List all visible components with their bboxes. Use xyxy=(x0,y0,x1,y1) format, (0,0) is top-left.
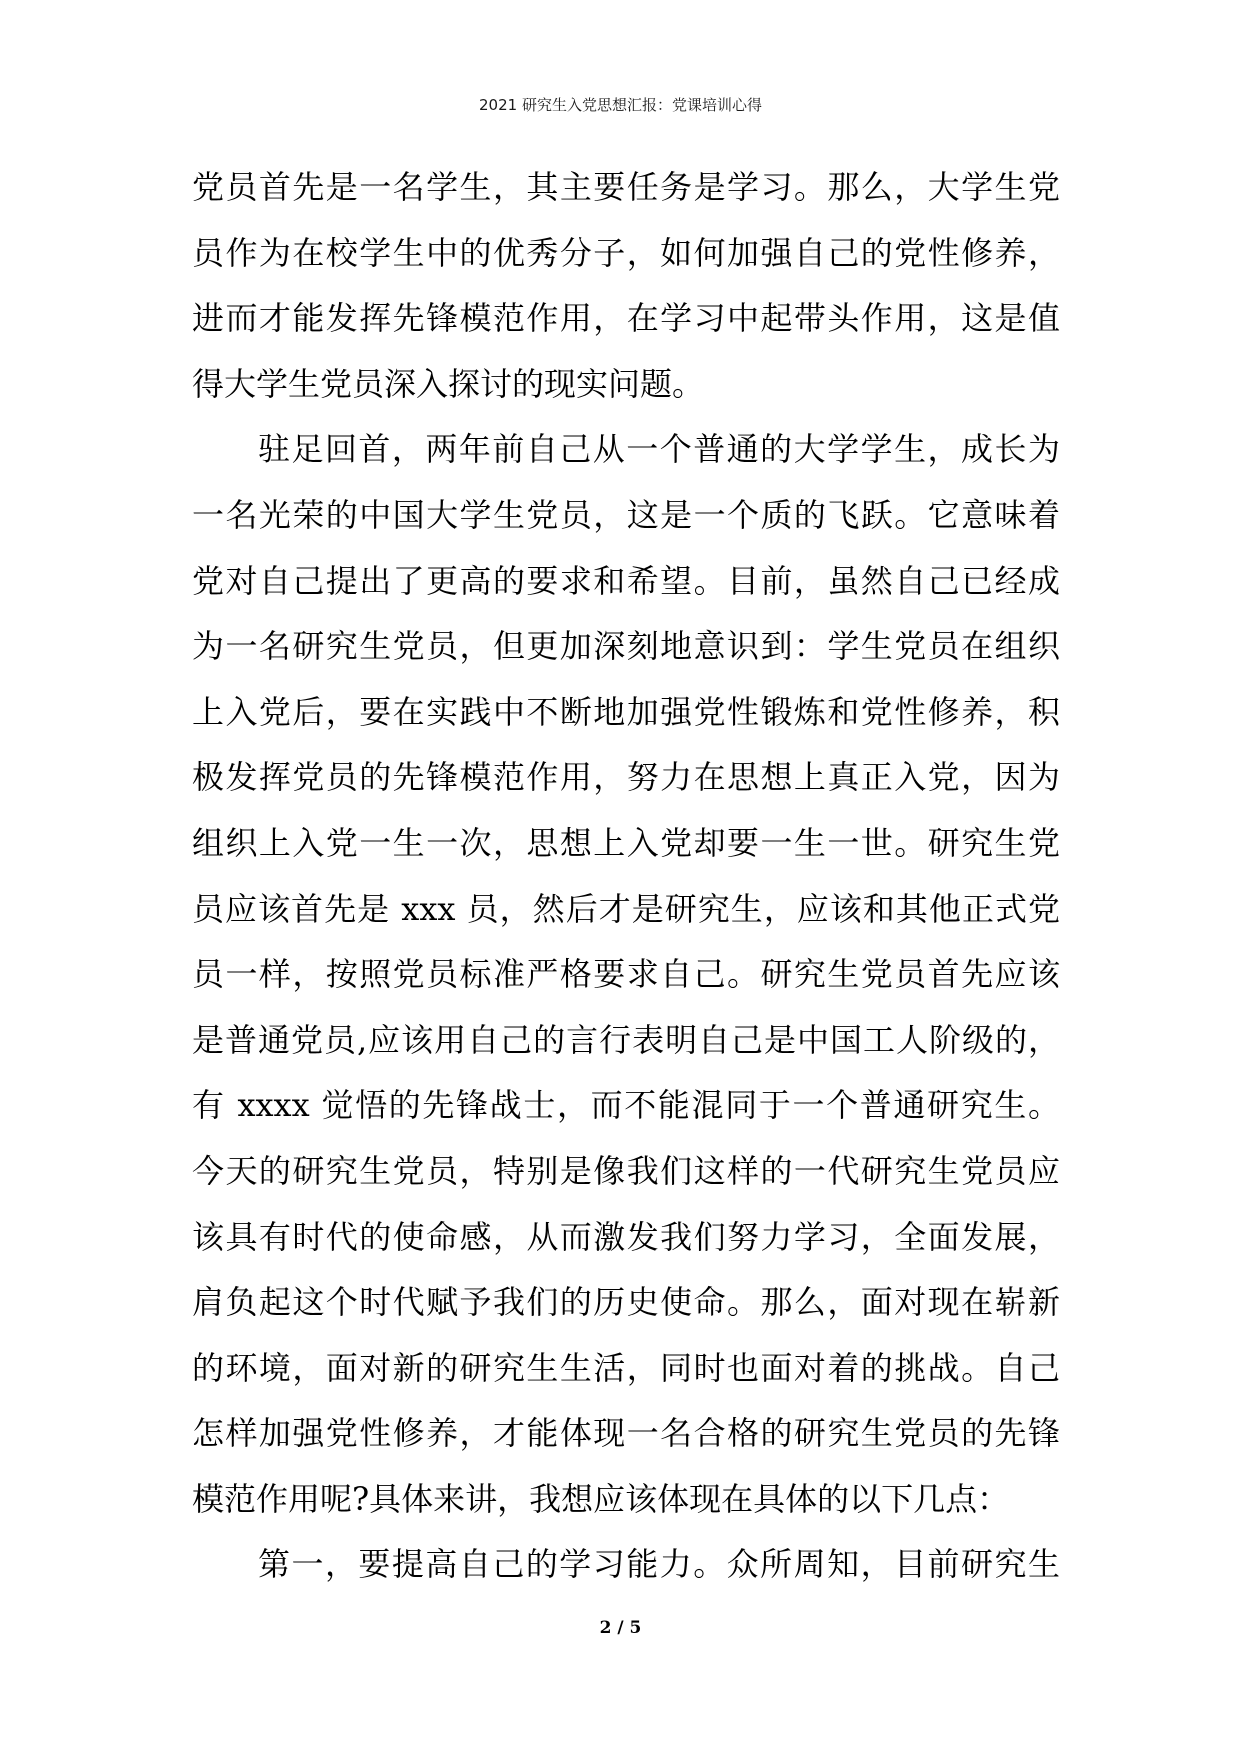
body-line: 是普通党员,应该用自己的言行表明自己是中国工人阶级的， xyxy=(192,1020,1060,1059)
body-line: 极发挥党员的先锋模范作用，努力在思想上真正入党，因为 xyxy=(192,758,1060,797)
body-line: 员作为在校学生中的优秀分子，如何加强自己的党性修养， xyxy=(192,233,1060,272)
body-line: 有 xxxx 觉悟的先锋战士，而不能混同于一个普通研究生。 xyxy=(192,1086,1060,1125)
page-header: 2021 研究生入党思想汇报：党课培训心得 xyxy=(479,96,762,114)
body-line: 第一，要提高自己的学习能力。众所周知，目前研究生 xyxy=(258,1545,1060,1584)
body-line: 进而才能发挥先锋模范作用，在学习中起带头作用，这是值 xyxy=(192,299,1060,338)
body-line: 驻足回首，两年前自己从一个普通的大学学生，成长为 xyxy=(258,430,1060,469)
body-line: 党对自己提出了更高的要求和希望。目前，虽然自己已经成 xyxy=(192,561,1060,600)
document-body xyxy=(192,155,1060,1598)
body-line: 一名光荣的中国大学生党员，这是一个质的飞跃。它意味着 xyxy=(192,495,1060,534)
body-line: 模范作用呢?具体来讲，我想应该体现在具体的以下几点： xyxy=(192,1479,1010,1518)
body-line: 该具有时代的使命感，从而激发我们努力学习，全面发展， xyxy=(192,1217,1060,1256)
body-line: 的环境，面对新的研究生生活，同时也面对着的挑战。自己 xyxy=(192,1348,1060,1387)
body-line: 今天的研究生党员，特别是像我们这样的一代研究生党员应 xyxy=(192,1151,1060,1190)
body-line: 员应该首先是 xxx 员，然后才是研究生，应该和其他正式党 xyxy=(192,889,1060,928)
body-line: 肩负起这个时代赋予我们的历史使命。那么，面对现在崭新 xyxy=(192,1283,1060,1322)
body-line: 怎样加强党性修养，才能体现一名合格的研究生党员的先锋 xyxy=(192,1414,1060,1453)
body-line: 上入党后，要在实践中不断地加强党性锻炼和党性修养，积 xyxy=(192,692,1060,731)
body-line: 员一样，按照党员标准严格要求自己。研究生党员首先应该 xyxy=(192,955,1060,994)
body-line: 得大学生党员深入探讨的现实问题。 xyxy=(192,364,705,403)
page-number: 2 / 5 xyxy=(599,1618,642,1638)
body-line: 为一名研究生党员，但更加深刻地意识到：学生党员在组织 xyxy=(192,627,1060,666)
body-line: 党员首先是一名学生，其主要任务是学习。那么，大学生党 xyxy=(192,168,1060,206)
body-line: 组织上入党一生一次，思想上入党却要一生一世。研究生党 xyxy=(192,823,1060,862)
